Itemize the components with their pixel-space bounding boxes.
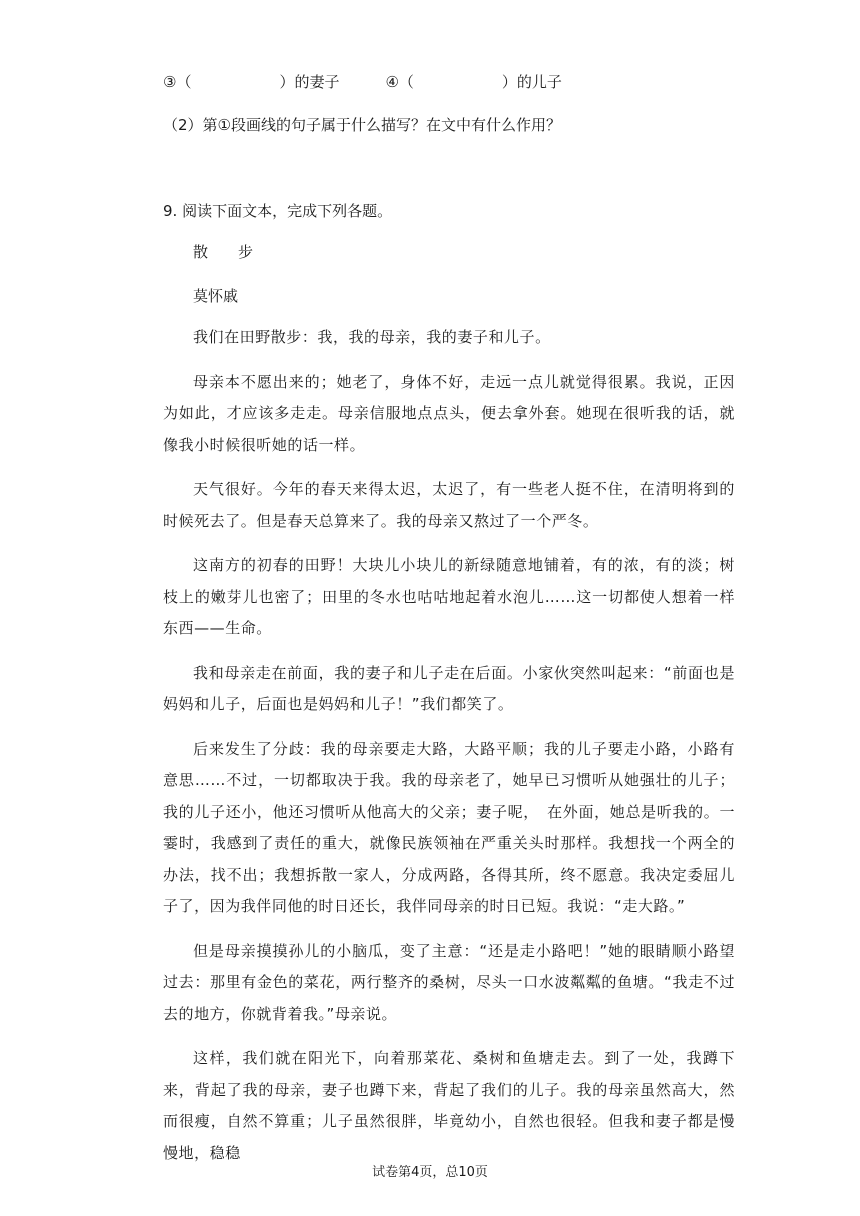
paragraph-5: 我和母亲走在前面，我的妻子和儿子走在后面。小家伙突然叫起来：“前面也是妈妈和儿子，后面也是妈妈和儿子！”我们都笑了。 <box>163 663 735 713</box>
blank-4-label: ④（ <box>385 73 414 91</box>
q9-prompt: 9. 阅读下面文本，完成下列各题。 <box>163 202 393 220</box>
blank-3-label: ③（ <box>163 73 192 91</box>
blank-4-suffix: ）的儿子 <box>501 73 562 91</box>
passage-body <box>163 322 735 1169</box>
paragraph-8: 这样，我们就在阳光下，向着那菜花、桑树和鱼塘走去。到了一处，我蹲下来，背起了我的母亲，妻子也蹲下来，背起了我们的儿子。我的母亲虽然高大，然而很瘦，自然不算重；儿子虽然很胖，毕竟幼小，自然也很轻。但我和妻子都是慢慢地，稳稳 <box>163 1049 735 1162</box>
paragraph-7: 但是母亲摸摸孙儿的小脑瓜，变了主意：“还是走小路吧！”她的眼睛顺小路望过去：那里有金色的菜花，两行整齐的桑树，尽头一口水波粼粼的鱼塘。“我走不过去的地方，你就背着我。”母亲说。 <box>163 941 735 1023</box>
paragraph-3: 天气很好。今年的春天来得太迟，太迟了，有一些老人挺不住，在清明将到的时候死去了。但是春天总算来了。我的母亲又熬过了一个严冬。 <box>163 480 735 530</box>
page-footer: 试卷第4页，总10页 <box>372 1165 488 1180</box>
blank-3-suffix: ）的妻子 <box>279 73 340 91</box>
passage-author: 莫怀戚 <box>193 287 239 305</box>
q8-blanks-row <box>163 72 562 92</box>
passage-title: 散 步 <box>193 243 254 261</box>
paragraph-2: 母亲本不愿出来的；她老了，身体不好，走远一点儿就觉得很累。我说，正因为如此，才应该多走走。母亲信服地点点头，便去拿外套。她现在很听我的话，就像我小时候很听她的话一样。 <box>163 372 735 454</box>
paragraph-4: 这南方的初春的田野！大块儿小块儿的新绿随意地铺着，有的浓，有的淡；树枝上的嫩芽儿也密了；田里的冬水也咕咕地起着水泡儿……这一切都使人想着一样东西——生命。 <box>163 556 735 637</box>
paragraph-6: 后来发生了分歧：我的母亲要走大路，大路平顺；我的儿子要走小路，小路有意思……不过，一切都取决于我。我的母亲老了，她早已习惯听从她强壮的儿子；我的儿子还小，他还习惯听从他高大的父亲；妻子呢， 在外面，她总是听我的。一霎时，我感到了责任的重大，就像民族领袖在严重关头时那样。我想找一个两全的办法，找不出；我想拆散一家人，分成两路，各得其所，终不愿意。我决定委屈儿子了，因为我伴同他的时日还长，我伴同母亲的时日已短。我说：“走大路。” <box>163 739 735 915</box>
paragraph-1: 我们在田野散步：我，我的母亲，我的妻子和儿子。 <box>193 328 551 346</box>
q8-subquestion-2: （2）第①段画线的句子属于什么描写？在文中有什么作用？ <box>163 116 561 134</box>
